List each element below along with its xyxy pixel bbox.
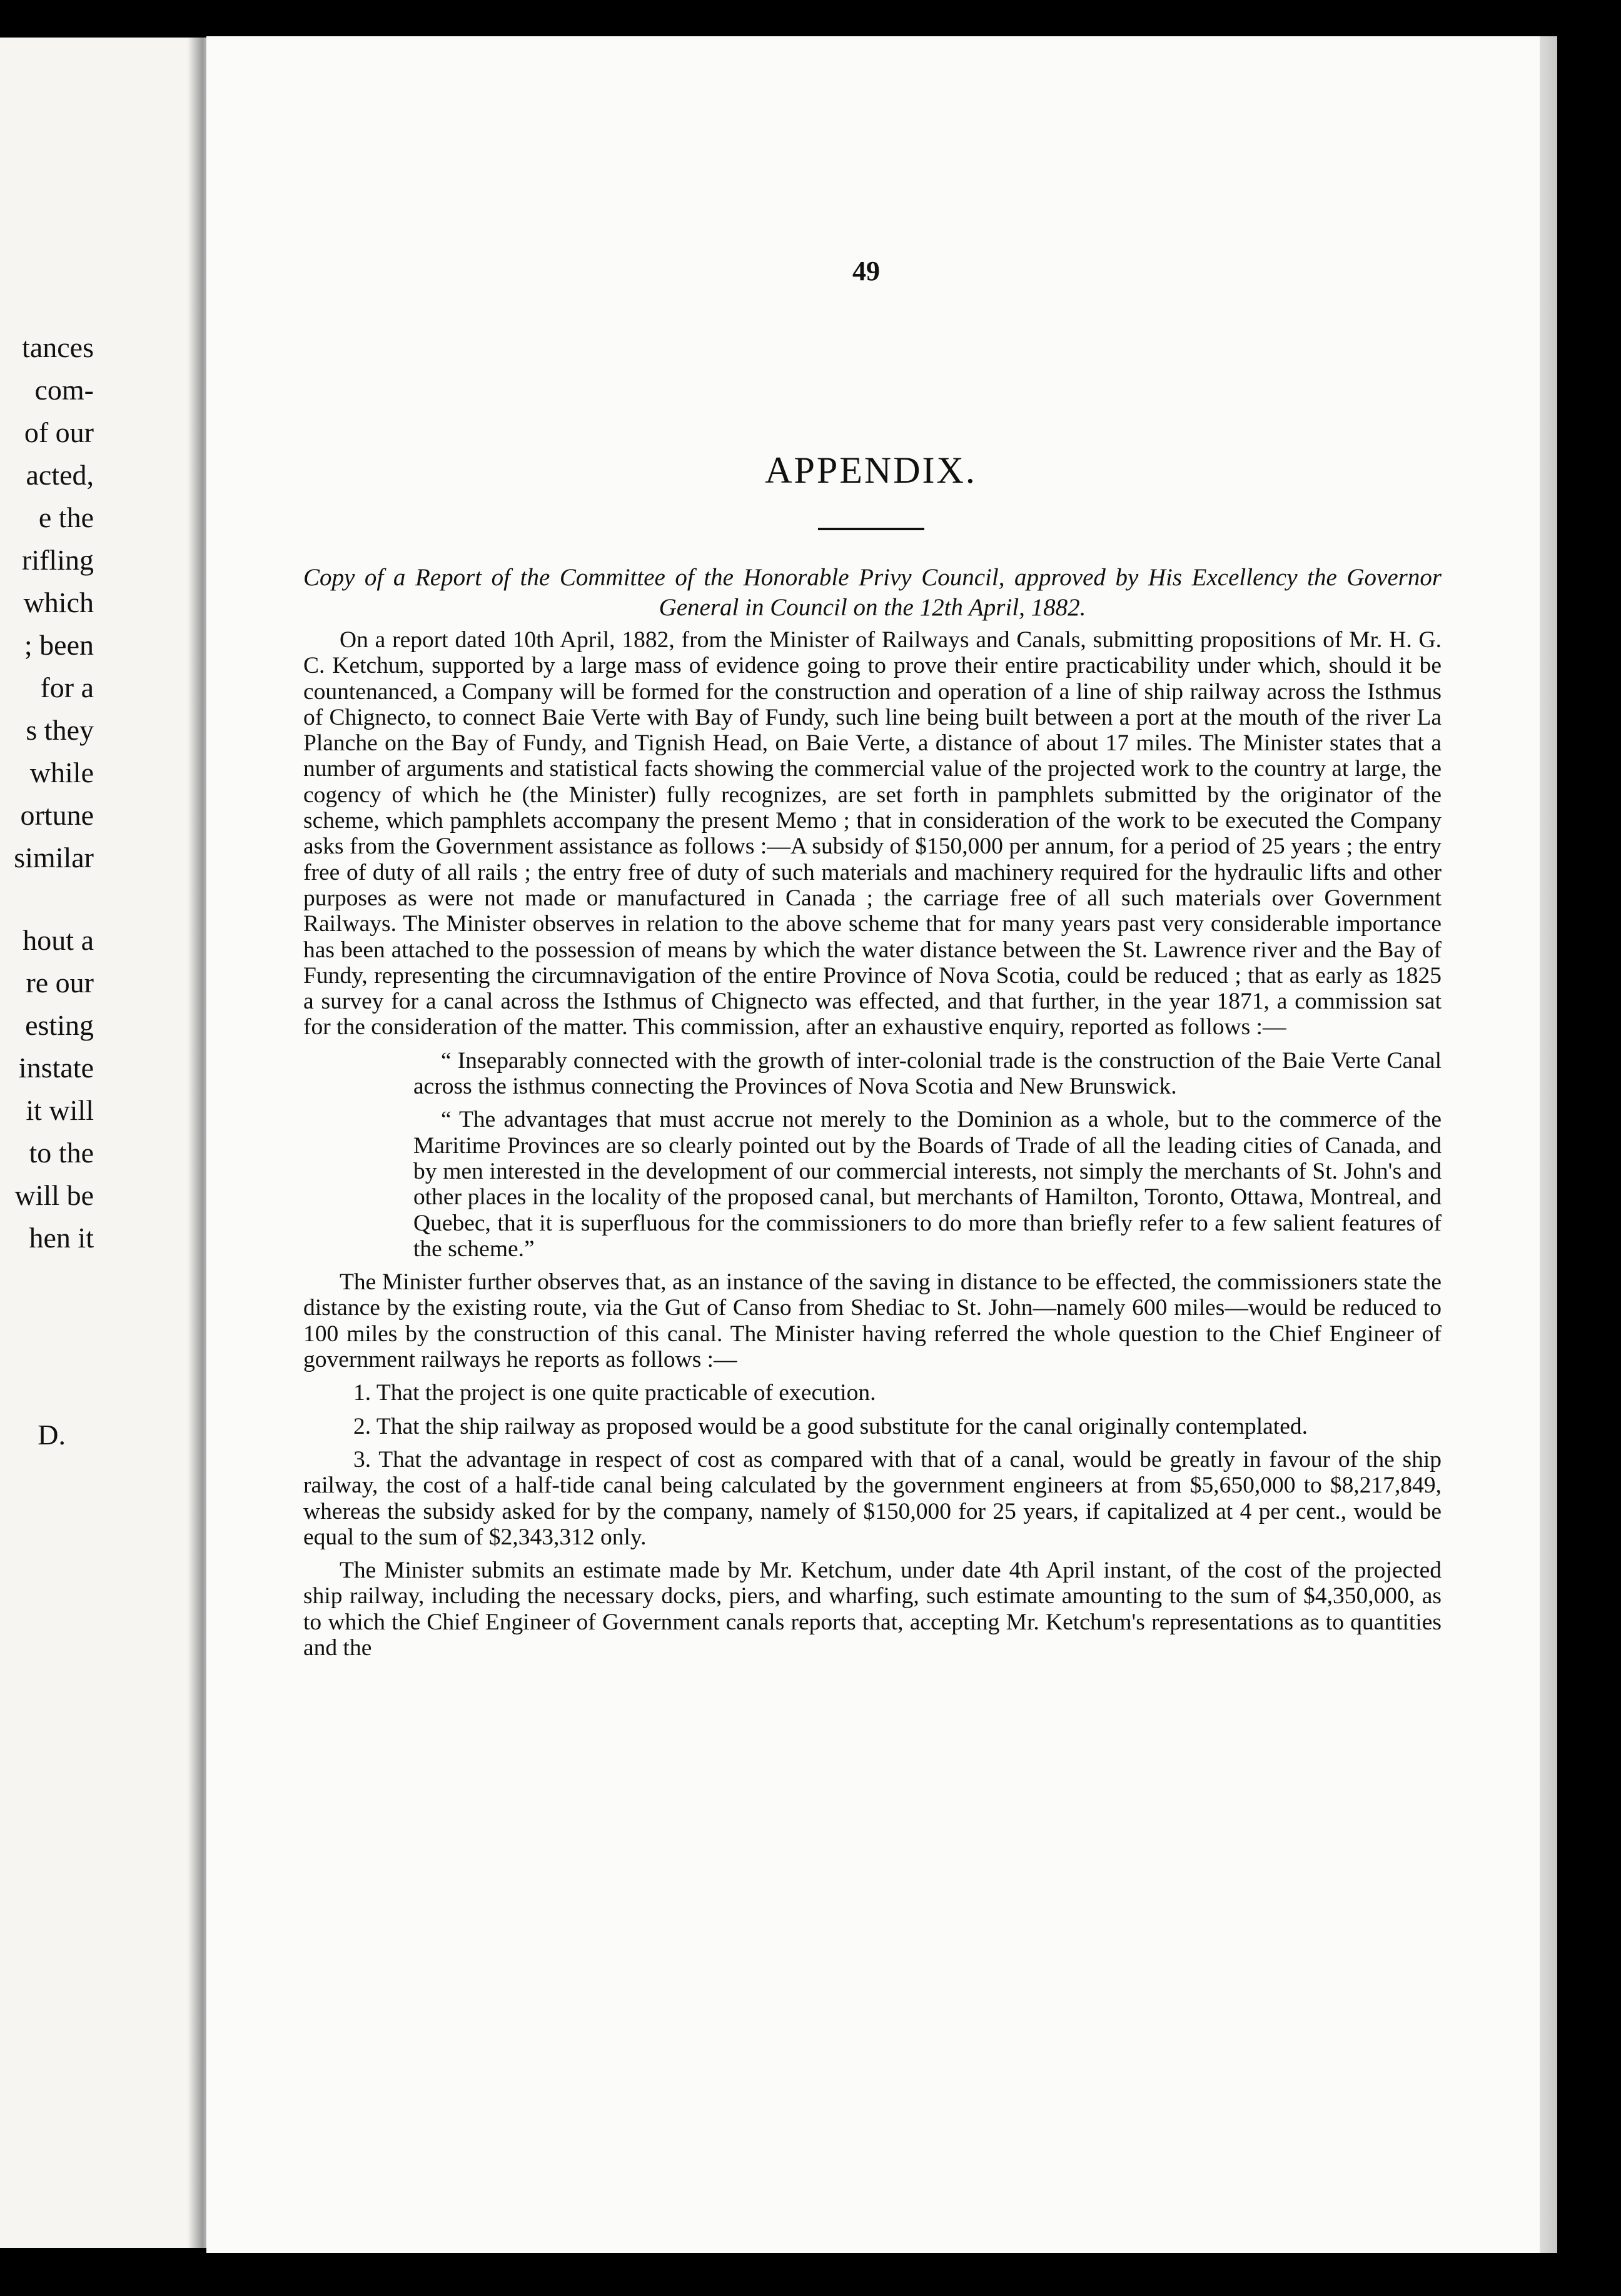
left-text-fragment: it will <box>26 1094 94 1126</box>
heading-rule <box>818 528 924 530</box>
body-paragraph: The Minister submits an estimate made by Mr. Ketchum, under date 4th April instant, of the cost of the projected ship railway, including the necessary docks, piers, and wharfing, such estimate amounting to the sum of $4,350,000, as to which the Chief Engineer of Government canals reports that, accepting Mr. Ketchum's representations as to quantities and the <box>303 1558 1442 1661</box>
left-text-fragment: ortune <box>20 799 94 831</box>
report-caption: Copy of a Report of the Committee of the Honorable Privy Council, approved by His Excellency the Governor General in Council on the 12th April, 1882. <box>303 564 1442 621</box>
left-text-fragment: tances <box>22 331 94 363</box>
left-text-fragment: com- <box>34 374 94 406</box>
left-text-fragment: acted, <box>26 459 94 491</box>
left-text-fragment: will be <box>14 1179 94 1211</box>
left-text-fragment: s they <box>26 714 94 746</box>
left-page-fragment <box>0 38 200 2248</box>
appendix-heading: APPENDIX. <box>765 450 977 491</box>
body-paragraph: On a report dated 10th April, 1882, from the Minister of Railways and Canals, submitting propositions of Mr. H. G. C. Ketchum, supported by a large mass of evidence going to prove their entire practicability under which, should it be countenanced, a Company will be formed for the construction and operation of a line of ship railway across the Isthmus of Chignecto, to connect Baie Verte with Bay of Fundy, such line being built between a port at the mouth of the river La Planche on the Bay of Fundy, and Tignish Head, on Baie Verte, a distance of about 17 miles. The Minister states that a number of arguments and statistical facts showing the commercial value of the projected work to the country at large, the cogency of which he (the Minister) fully recognizes, are set forth in pamphlets submitted by the originator of the scheme, which pamphlets accompany the present Memo ; that in consideration of the work to be executed the Company asks from the Government assistance as follows :—A subsidy of $150,000 per annum, for a period of 25 years ; the entry free of duty of all rails ; the entry free of duty of such materials and machinery required for the hydraulic lifts and other purposes as were not made or manufactured in Canada ; the carriage free of all such materials over Government Railways. The Minister observes in relation to the above scheme that for many years past very considerable importance has been attached to the possession of means by which the water distance between the St. Lawrence river and the Bay of Fundy, representing the circumnavigation of the entire Province of Nova Scotia, could be reduced ; that as early as 1825 a survey for a canal across the Isthmus of Chignecto was effected, and that further, in the year 1871, a commission sat for the consideration of the matter. This commission, after an exhaustive enquiry, reported as follows :— <box>303 627 1442 1040</box>
left-text-fragment: instate <box>18 1052 94 1084</box>
right-page <box>206 36 1551 2253</box>
left-text-fragment: ; been <box>24 629 94 661</box>
left-text-fragment: re our <box>26 967 94 999</box>
body-paragraph: The Minister further observes that, as an instance of the saving in distance to be effected, the commissioners state the distance by the existing route, via the Gut of Canso from Shediac to St. John—namely 600 miles—would be reduced to 100 miles by the construction of this canal. The Minister having referred the whole question to the Chief Engineer of government railways he reports as follows :— <box>303 1269 1442 1373</box>
body-text <box>303 627 1442 1668</box>
left-text-fragment: hen it <box>29 1222 94 1254</box>
left-text-fragment: of our <box>24 416 94 448</box>
left-text-fragment: which <box>23 587 94 618</box>
left-text-fragment: esting <box>25 1009 94 1041</box>
left-text-fragment: rifling <box>22 544 94 576</box>
left-text-fragment: for a <box>40 672 94 703</box>
numbered-item: 1. That the project is one quite practicable of execution. <box>353 1380 876 1406</box>
left-text-fragment: similar <box>14 842 94 874</box>
left-signature-fragment: D. <box>38 1419 66 1451</box>
quote-paragraph: “ Inseparably connected with the growth of inter-colonial trade is the construction of the Baie Verte Canal across the isthmus connecting the Provinces of Nova Scotia and New Brunswick. <box>413 1047 1442 1100</box>
page-number: 49 <box>852 256 880 286</box>
left-text-fragment: e the <box>38 501 94 533</box>
numbered-item: 2. That the ship railway as proposed would be a good substitute for the canal originally contemplated. <box>353 1413 1308 1439</box>
left-text-fragment: hout a <box>23 924 94 956</box>
left-text-fragment: to the <box>29 1137 94 1169</box>
left-text-fragment: while <box>29 757 94 788</box>
quote-paragraph: “ The advantages that must accrue not merely to the Dominion as a whole, but to the commerce of the Maritime Provinces are so clearly pointed out by the Boards of Trade of all the leading cities of Canada, and by men interested in the development of our commercial interests, not simply the merchants of St. John's and other places in the locality of the proposed canal, but merchants of Hamilton, Toronto, Ottawa, Montreal, and Quebec, that it is superfluous for the commissioners to do more than briefly refer to a few salient features of the scheme.” <box>413 1107 1442 1262</box>
page-edge <box>1540 36 1557 2253</box>
numbered-item: 3. That the advantage in respect of cost as compared with that of a canal, would be greatly in favour of the ship railway, the cost of a half-tide canal being calculated by the government engineers at from $5,650,000 to $8,217,849, whereas the subsidy asked for by the company, namely of $150,000 for 25 years, if capitalized at 4 per cent., would be equal to the sum of $2,343,312 only. <box>303 1446 1442 1550</box>
